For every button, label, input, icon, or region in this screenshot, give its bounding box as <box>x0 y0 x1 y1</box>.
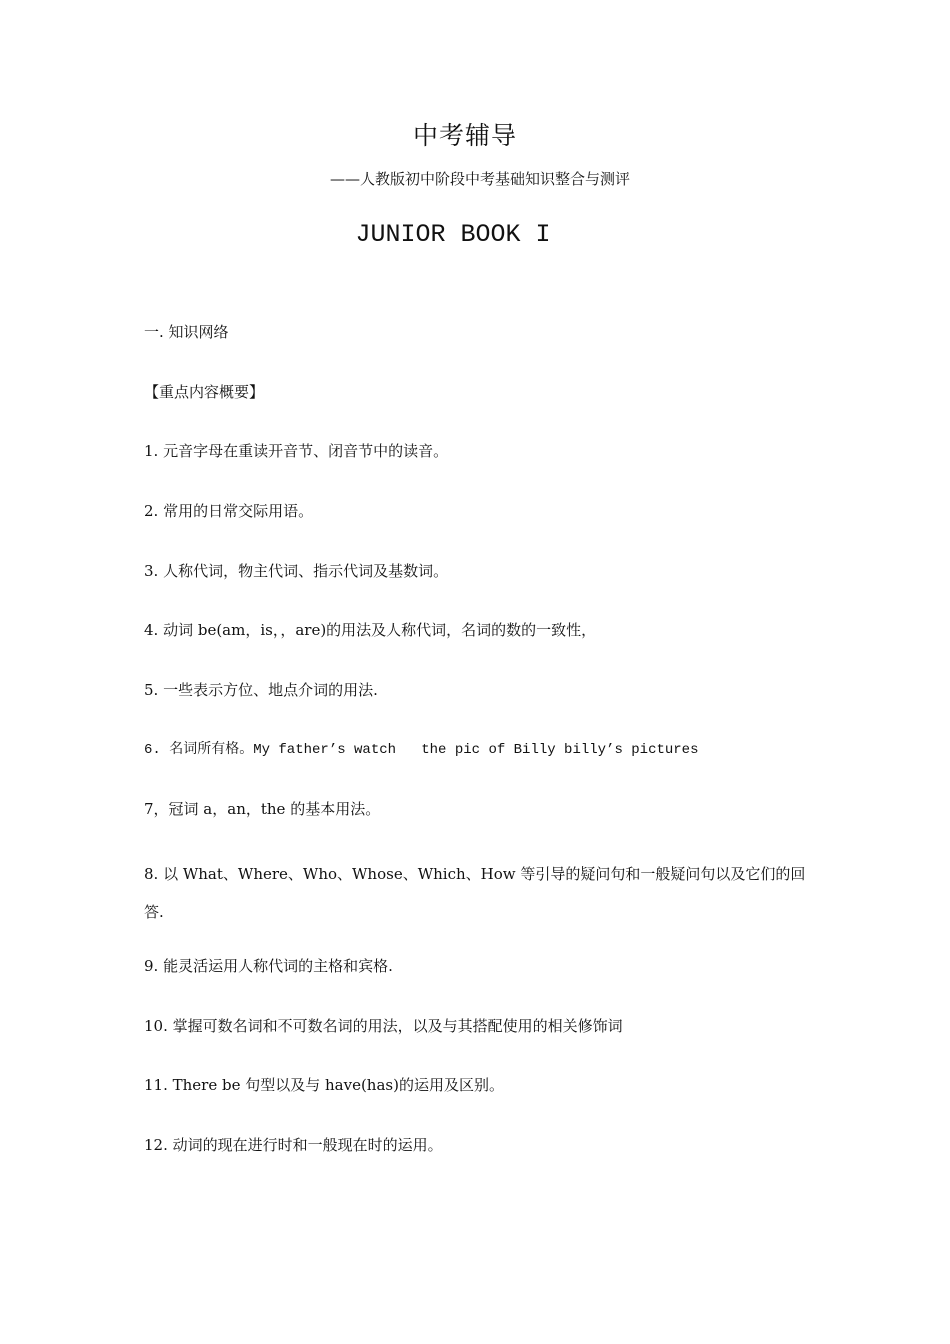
list-item: 7，冠词 a，an，the 的基本用法。 <box>144 800 381 818</box>
book-title: JUNIOR BOOK I <box>355 220 551 249</box>
list-item: 5. 一些表示方位、地点介词的用法. <box>144 681 378 699</box>
page-subtitle: ——人教版初中阶段中考基础知识整合与测评 <box>329 170 630 188</box>
section-heading: 一. 知识网络 <box>144 323 229 341</box>
page-title: 中考辅导 <box>412 121 517 150</box>
list-item: 10. 掌握可数名词和不可数名词的用法，以及与其搭配使用的相关修饰词 <box>144 1017 623 1035</box>
section-subheading: 【重点内容概要】 <box>144 383 265 401</box>
list-item: 3. 人称代词，物主代词、指示代词及基数词。 <box>144 562 449 580</box>
list-item: 1. 元音字母在重读开音节、闭音节中的读音。 <box>144 442 449 460</box>
list-item: 6. 名词所有格。My father’s watch the pic of Billy billy’s pictures <box>144 742 699 758</box>
list-item: 9. 能灵活运用人称代词的主格和宾格. <box>144 957 393 975</box>
list-item: 4. 动词 be(am，is，，are)的用法及人称代词，名词的数的一致性， <box>144 621 597 639</box>
list-item: 8. 以 What、Where、Who、Whose、Which、How 等引导的疑问句和一般疑问句以及它们的回答. <box>144 865 806 921</box>
list-item: 12. 动词的现在进行时和一般现在时的运用。 <box>144 1136 443 1154</box>
list-item: 2. 常用的日常交际用语。 <box>144 502 314 520</box>
list-item: 11. There be 句型以及与 have(has)的运用及区别。 <box>144 1076 504 1094</box>
